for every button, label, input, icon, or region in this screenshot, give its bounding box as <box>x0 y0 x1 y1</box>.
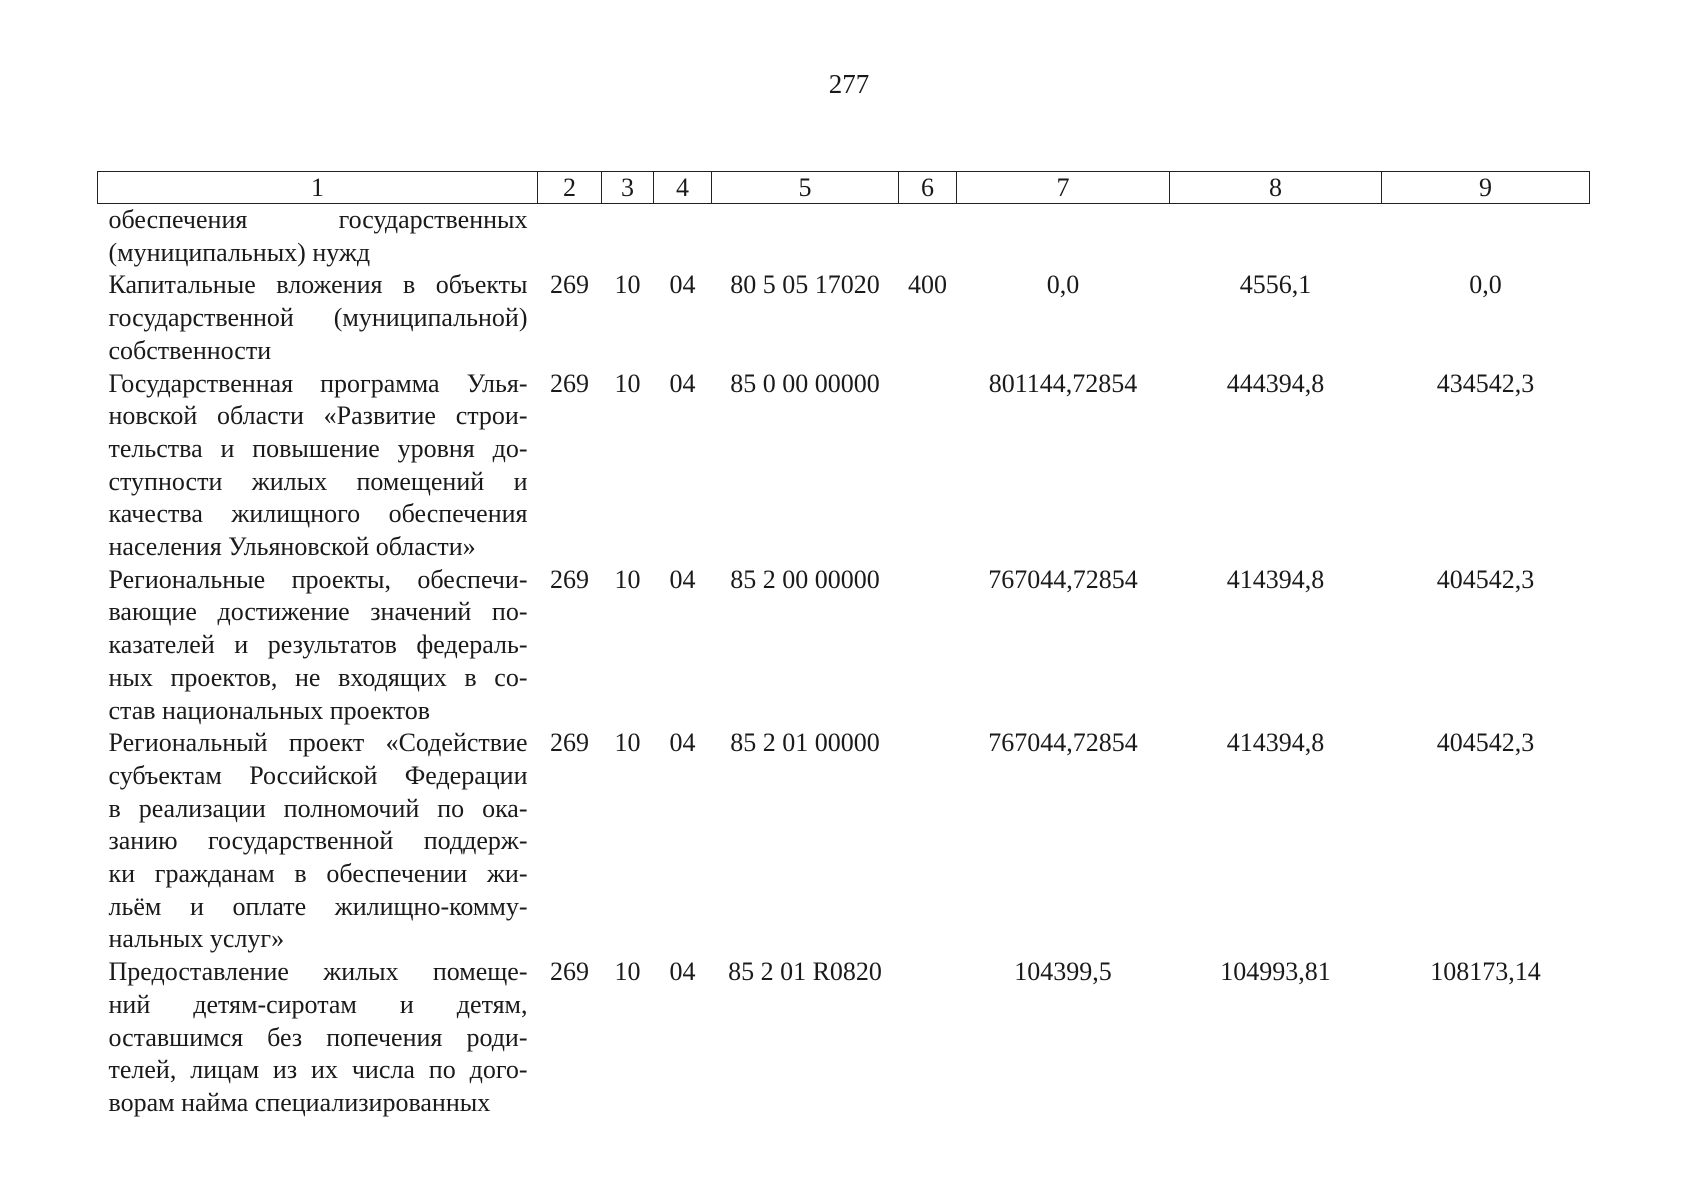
header-row <box>98 172 1590 204</box>
header-col-6: 6 <box>899 172 957 204</box>
cell-col-3: 10 <box>614 270 641 300</box>
table-row <box>98 564 1590 728</box>
description-line: вающие достижение значений по- <box>108 597 528 627</box>
table-body <box>98 204 1590 1120</box>
cell-col-4 <box>654 204 712 270</box>
cell-col-9: 404542,3 <box>1436 728 1535 758</box>
description-line: телей, лицам из их числа по дого- <box>108 1055 528 1085</box>
cell-col-8: 414394,8 <box>1226 728 1325 758</box>
header-col-1: 1 <box>98 172 538 204</box>
cell-col-8 <box>1170 204 1382 270</box>
cell-col-8: 444394,8 <box>1226 368 1325 398</box>
cell-col-2 <box>538 204 602 270</box>
header-col-5: 5 <box>712 172 899 204</box>
description-line: Капитальные вложения в объекты <box>108 270 528 300</box>
cell-col-5: 85 0 00 00000 <box>730 368 880 398</box>
description-line: нальных услуг» <box>108 924 285 954</box>
table-header <box>98 172 1590 204</box>
table-row <box>98 956 1590 1120</box>
cell-col-6 <box>899 204 957 270</box>
cell-col-2: 269 <box>550 957 589 987</box>
cell-col-3: 10 <box>614 368 641 398</box>
row-description <box>98 727 538 956</box>
description-line: субъектам Российской Федерации <box>108 760 528 790</box>
description-line: став национальных проектов <box>108 695 431 725</box>
description-line: оставшимся без попечения роди- <box>108 1022 528 1052</box>
description-line: ворам найма специализированных <box>108 1087 491 1117</box>
description-line: собственности <box>108 335 272 365</box>
table-row <box>98 727 1590 956</box>
row-description <box>98 564 538 728</box>
description-line: занию государственной поддерж- <box>108 826 528 856</box>
description-line: качества жилищного обеспечения <box>108 499 528 529</box>
cell-col-3: 10 <box>614 728 641 758</box>
cell-col-7 <box>957 204 1170 270</box>
description-line: Региональный проект «Содействие <box>108 728 528 758</box>
description-line: новской области «Развитие строи- <box>108 401 528 431</box>
description-line: ных проектов, не входящих в со- <box>108 662 528 692</box>
description-line: (муниципальных) нужд <box>108 237 371 267</box>
header-col-8: 8 <box>1170 172 1382 204</box>
table-row <box>98 368 1590 564</box>
cell-col-4: 04 <box>669 564 696 594</box>
cell-col-9 <box>1382 204 1590 270</box>
cell-col-7: 767044,72854 <box>988 728 1138 758</box>
description-line: Государственная программа Улья- <box>108 368 528 398</box>
description-line: в реализации полномочий по ока- <box>108 793 528 823</box>
cell-col-5: 80 5 05 17020 <box>730 270 880 300</box>
description-line: казателей и результатов федераль- <box>108 630 528 660</box>
table-row <box>98 204 1590 270</box>
row-description <box>98 368 538 564</box>
cell-col-6 <box>899 956 957 1120</box>
description-line: ступности жилых помещений и <box>108 466 528 496</box>
header-col-7: 7 <box>957 172 1170 204</box>
cell-col-9: 404542,3 <box>1436 564 1535 594</box>
cell-col-9: 434542,3 <box>1436 368 1535 398</box>
cell-col-7: 104399,5 <box>1014 957 1112 987</box>
row-description <box>98 269 538 367</box>
cell-col-9: 108173,14 <box>1430 957 1541 987</box>
cell-col-4: 04 <box>669 270 696 300</box>
cell-col-7: 0,0 <box>1046 270 1080 300</box>
cell-col-5: 85 2 00 00000 <box>730 564 880 594</box>
cell-col-2: 269 <box>550 728 589 758</box>
cell-col-5 <box>712 204 899 270</box>
description-line: населения Ульяновской области» <box>108 532 476 562</box>
description-line: льём и оплате жилищно-комму- <box>108 891 528 921</box>
cell-col-8: 414394,8 <box>1226 564 1325 594</box>
cell-col-8: 104993,81 <box>1220 957 1331 987</box>
cell-col-3: 10 <box>614 564 641 594</box>
cell-col-5: 85 2 01 R0820 <box>728 957 882 987</box>
cell-col-9: 0,0 <box>1469 270 1502 300</box>
description-line: ний детям-сиротам и детям, <box>108 989 528 1019</box>
cell-col-2: 269 <box>550 564 589 594</box>
row-description <box>98 204 538 270</box>
cell-col-2: 269 <box>550 270 589 300</box>
cell-col-3 <box>602 204 654 270</box>
cell-col-3: 10 <box>614 957 641 987</box>
cell-col-6 <box>899 564 957 728</box>
cell-col-8: 4556,1 <box>1239 270 1312 300</box>
cell-col-6 <box>899 368 957 564</box>
page-number: 277 <box>828 69 870 99</box>
description-line: ки гражданам в обеспечении жи- <box>108 859 528 889</box>
cell-col-7: 801144,72854 <box>988 368 1138 398</box>
budget-table <box>97 171 1590 1120</box>
cell-col-6 <box>899 727 957 956</box>
description-line: тельства и повышение уровня до- <box>108 433 528 463</box>
header-col-3: 3 <box>602 172 654 204</box>
cell-col-4: 04 <box>669 728 696 758</box>
description-line: обеспечения государственных <box>108 205 528 234</box>
description-line: государственной (муниципальной) <box>108 303 528 333</box>
cell-col-7: 767044,72854 <box>988 564 1138 594</box>
table-row <box>98 269 1590 367</box>
header-col-9: 9 <box>1382 172 1590 204</box>
cell-col-2: 269 <box>550 368 589 398</box>
header-col-4: 4 <box>654 172 712 204</box>
description-line: Региональные проекты, обеспечи- <box>108 564 528 594</box>
cell-col-6: 400 <box>908 270 947 300</box>
cell-col-4: 04 <box>669 368 696 398</box>
cell-col-5: 85 2 01 00000 <box>730 728 880 758</box>
cell-col-4: 04 <box>669 957 696 987</box>
description-line: Предоставление жилых помеще- <box>108 957 528 987</box>
row-description <box>98 956 538 1120</box>
header-col-2: 2 <box>538 172 602 204</box>
